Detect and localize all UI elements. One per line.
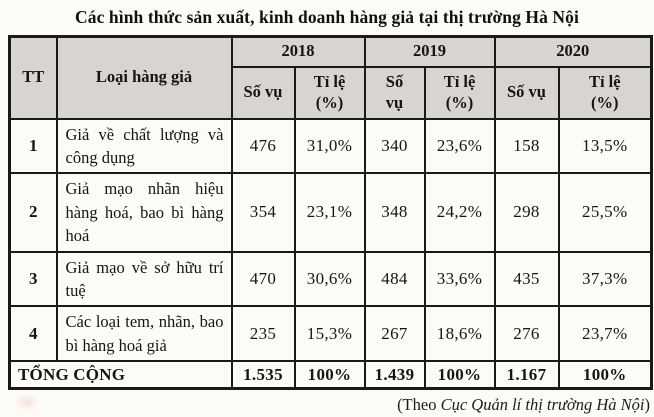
- cases-2018-cell: 354: [232, 173, 295, 251]
- rate-2018-cell: 31,0%: [295, 119, 365, 174]
- cases-label-line1: Số: [385, 71, 404, 91]
- cases-2020-cell: 435: [495, 252, 559, 307]
- cases-2019-cell: 484: [365, 252, 425, 307]
- total-rate-2018-cell: 100%: [295, 361, 365, 388]
- goods-type-cell: Các loại tem, nhãn, bao bì hàng hoá giả: [57, 306, 232, 361]
- cases-label-line2: vụ: [385, 92, 404, 112]
- table-row: [10, 119, 652, 174]
- rate-label-line2: (%): [445, 92, 474, 112]
- cases-2020-cell: 298: [495, 173, 559, 251]
- row-index-cell: 3: [10, 252, 57, 307]
- cases-2019-cell: 267: [365, 306, 425, 361]
- total-cases-2018-cell: 1.535: [232, 361, 295, 388]
- rate-2020-cell: 13,5%: [559, 119, 652, 174]
- subheader-rate-2019: [425, 67, 495, 119]
- row-index-cell: 4: [10, 306, 57, 361]
- total-label-cell: TỔNG CỘNG: [10, 361, 232, 388]
- rate-label-line1: Tỉ lệ: [313, 71, 346, 91]
- rate-2019-cell: 33,6%: [425, 252, 495, 307]
- cases-2019-cell: 340: [365, 119, 425, 174]
- cases-2018-cell: 470: [232, 252, 295, 307]
- rate-2020-cell: 23,7%: [559, 306, 652, 361]
- year-header-2019: 2019: [365, 37, 495, 67]
- rate-2020-cell: 37,3%: [559, 252, 652, 307]
- rate-label-line1: Tỉ lệ: [443, 71, 476, 91]
- rate-2018-cell: 30,6%: [295, 252, 365, 307]
- source-prefix: (Theo: [397, 394, 441, 414]
- rate-2019-cell: 18,6%: [425, 306, 495, 361]
- table-row: [10, 252, 652, 307]
- rate-label-line2: (%): [591, 92, 619, 112]
- source-agency-name: Cục Quản lí thị trường Hà Nội: [440, 394, 645, 414]
- source-credit: [8, 395, 650, 415]
- table-title: Các hình thức sản xuất, kinh doanh hàng giả tại thị trường Hà Nội: [75, 7, 579, 27]
- row-index-cell: 1: [10, 119, 57, 174]
- goods-type-cell: Giả mạo nhãn hiệu hàng hoá, bao bì hàng hoá: [57, 173, 232, 251]
- table-row: [10, 173, 652, 251]
- cases-2018-cell: 235: [232, 306, 295, 361]
- source-suffix: ): [644, 394, 650, 414]
- cases-2018-cell: 476: [232, 119, 295, 174]
- total-rate-2019-cell: 100%: [425, 361, 495, 388]
- cases-2019-cell: 348: [365, 173, 425, 251]
- rate-2019-cell: 23,6%: [425, 119, 495, 174]
- col-header-tt: TT: [10, 37, 57, 119]
- rate-label-line1: Tỉ lệ: [588, 71, 621, 91]
- rate-label-line2: (%): [315, 92, 344, 112]
- counterfeit-goods-table: [8, 35, 653, 390]
- table-row: [10, 306, 652, 361]
- cases-2020-cell: 276: [495, 306, 559, 361]
- goods-type-cell: Giả về chất lượng và công dụng: [57, 119, 232, 174]
- year-header-row: [10, 37, 652, 67]
- scan-artifact: [14, 393, 40, 411]
- year-header-2020: 2020: [495, 37, 652, 67]
- subheader-cases-2019: [365, 67, 425, 119]
- subheader-cases-2018: Số vụ: [232, 67, 295, 119]
- total-cases-2020-cell: 1.167: [495, 361, 559, 388]
- year-header-2018: 2018: [232, 37, 365, 67]
- col-header-type: Loại hàng giả: [57, 37, 232, 119]
- subheader-rate-2020: [559, 67, 652, 119]
- rate-2018-cell: 15,3%: [295, 306, 365, 361]
- total-cases-2019-cell: 1.439: [365, 361, 425, 388]
- rate-2019-cell: 24,2%: [425, 173, 495, 251]
- rate-2020-cell: 25,5%: [559, 173, 652, 251]
- subheader-rate-2018: [295, 67, 365, 119]
- cases-2020-cell: 158: [495, 119, 559, 174]
- total-rate-2020-cell: 100%: [559, 361, 652, 388]
- goods-type-cell: Giả mạo về sở hữu trí tuệ: [57, 252, 232, 307]
- row-index-cell: 2: [10, 173, 57, 251]
- total-row: [10, 361, 652, 388]
- rate-2018-cell: 23,1%: [295, 173, 365, 251]
- subheader-cases-2020: Số vụ: [495, 67, 559, 119]
